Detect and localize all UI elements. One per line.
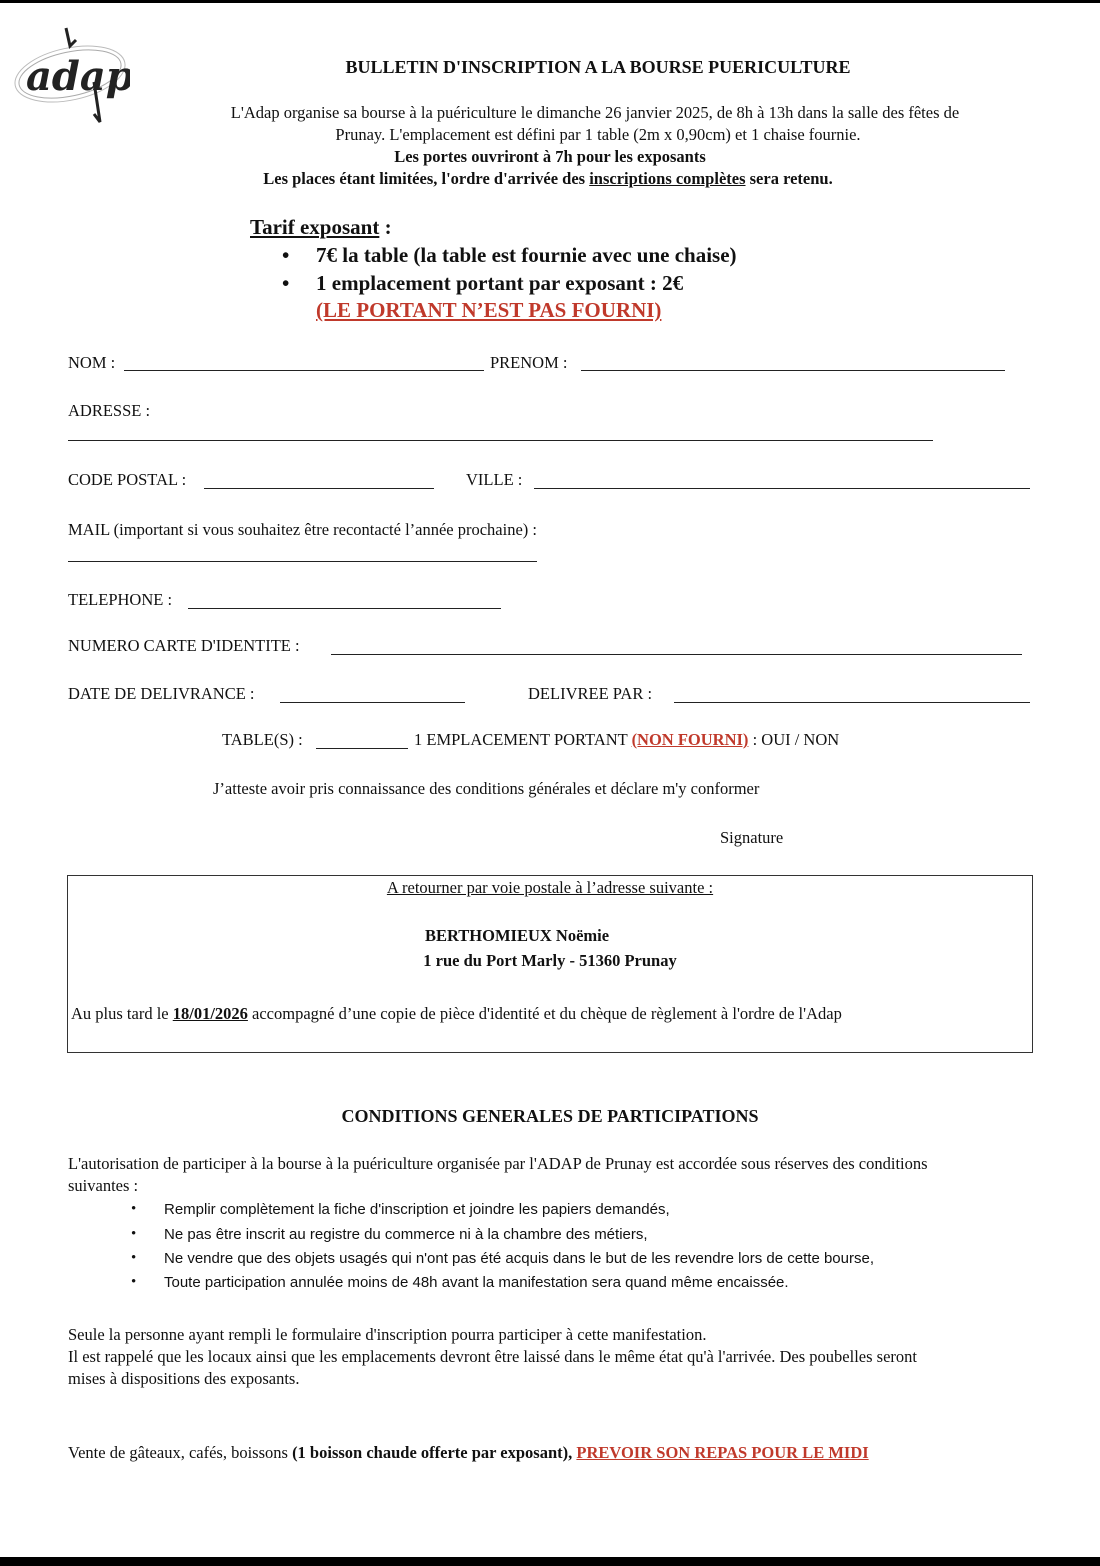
doors-notice: Les portes ouvriront à 7h pour les exposants	[394, 147, 706, 166]
condition-item: Ne vendre que des objets usagés qui n'ont pas été acquis dans le but de les revendre lors de cette bourse,	[164, 1250, 874, 1267]
places-text-a: Les places étant limitées, l'ordre d'arrivée des	[263, 169, 590, 188]
prenom-field[interactable]	[581, 356, 1005, 371]
tarif-bullet-icon: •	[282, 243, 290, 267]
intro-line-1: L'Adap organise sa bourse à la puériculture le dimanche 26 janvier 2025, de 8h à 13h dans la salle des fêtes de	[230, 103, 960, 122]
tarif-heading-colon: :	[379, 215, 392, 239]
tarif-heading-text: Tarif exposant	[250, 215, 380, 239]
rappel-line-1: Il est rappelé que les locaux ainsi que les emplacements devront être laissé dans le même état qu'à l'arrivée. Des poubelles seront	[68, 1347, 917, 1366]
telephone-label: TELEPHONE :	[68, 590, 173, 609]
rappel-line-2: mises à dispositions des exposants.	[68, 1369, 300, 1388]
bullet-icon: •	[131, 1250, 137, 1266]
oui-non-choice[interactable]: : OUI / NON	[748, 730, 840, 749]
deadline-suffix: accompagné d’une copie de pièce d'identité et du chèque de règlement à l'ordre de l'Adap	[247, 1004, 842, 1023]
cni-label: NUMERO CARTE D'IDENTITE :	[68, 636, 300, 655]
bullet-icon: •	[131, 1226, 137, 1242]
date-delivrance-field[interactable]	[280, 688, 465, 703]
attest-statement: J’atteste avoir pris connaissance des conditions générales et déclare m'y conformer	[213, 779, 760, 798]
ville-field[interactable]	[534, 474, 1030, 489]
places-underlined: inscriptions complètes	[589, 169, 746, 188]
telephone-field[interactable]	[188, 594, 501, 609]
tarif-heading	[250, 215, 392, 240]
recipient-address: 1 rue du Port Marly - 51360 Prunay	[423, 951, 677, 970]
ville-label: VILLE :	[466, 470, 523, 489]
condition-item: Ne pas être inscrit au registre du commerce ni à la chambre des métiers,	[164, 1226, 648, 1243]
tables-label: TABLE(S) :	[222, 730, 303, 749]
non-fourni-note: (NON FOURNI)	[631, 730, 749, 749]
bullet-icon: •	[131, 1274, 137, 1290]
delivree-par-label: DELIVREE PAR :	[528, 684, 653, 703]
conditions-title: CONDITIONS GENERALES DE PARTICIPATIONS	[341, 1106, 759, 1126]
mail-field[interactable]	[68, 547, 537, 562]
svg-text:adap: adap	[26, 53, 130, 100]
adresse-field[interactable]	[68, 426, 933, 441]
seule-statement: Seule la personne ayant rempli le formulaire d'inscription pourra participer à cette manifestation.	[68, 1325, 707, 1344]
top-border	[0, 0, 1100, 3]
mail-label: MAIL (important si vous souhaitez être recontacté l’année prochaine) :	[68, 520, 537, 539]
places-text-b: sera retenu.	[745, 169, 833, 188]
recipient-name: BERTHOMIEUX Noëmie	[424, 926, 610, 945]
prenom-label: PRENOM :	[490, 353, 568, 372]
signature-label[interactable]: Signature	[720, 828, 784, 847]
tarif-item: 1 emplacement portant par exposant : 2€	[316, 271, 684, 295]
vente-statement	[68, 1443, 869, 1463]
condition-item: Toute participation annulée moins de 48h avant la manifestation sera quand même encaissée.	[164, 1274, 789, 1291]
code-postal-label: CODE POSTAL :	[68, 470, 187, 489]
date-delivrance-label: DATE DE DELIVRANCE :	[68, 684, 255, 703]
places-notice	[0, 169, 1096, 189]
deadline-text	[71, 1004, 842, 1024]
deadline-prefix: Au plus tard le	[71, 1004, 173, 1023]
deadline-date: 18/01/2026	[172, 1004, 248, 1023]
repas-notice: PREVOIR SON REPAS POUR LE MIDI	[576, 1443, 869, 1462]
tarif-bullet-icon: •	[282, 271, 290, 295]
code-postal-field[interactable]	[204, 474, 434, 489]
condition-item: Remplir complètement la fiche d'inscription et joindre les papiers demandés,	[164, 1201, 670, 1218]
tarif-note: (LE PORTANT N’EST PAS FOURNI)	[316, 298, 662, 322]
bullet-icon: •	[131, 1201, 137, 1217]
conditions-intro-2: suivantes :	[68, 1176, 139, 1195]
vente-text: Vente de gâteaux, cafés, boissons	[68, 1443, 293, 1462]
tables-field[interactable]	[316, 734, 408, 749]
cni-field[interactable]	[331, 640, 1022, 655]
nom-label: NOM :	[68, 353, 116, 372]
portant-label: 1 EMPLACEMENT PORTANT	[414, 730, 628, 749]
adresse-label: ADRESSE :	[68, 401, 151, 420]
conditions-intro-1: L'autorisation de participer à la bourse à la puériculture organisée par l'ADAP de Prunay est accordée sous réserves des conditions	[68, 1154, 928, 1173]
portant-row	[414, 730, 839, 750]
tarif-item: 7€ la table (la table est fournie avec une chaise)	[316, 243, 737, 267]
page-title: BULLETIN D'INSCRIPTION A LA BOURSE PUERICULTURE	[345, 57, 851, 77]
bottom-border	[0, 1557, 1100, 1566]
return-heading: A retourner par voie postale à l’adresse suivante :	[386, 878, 714, 897]
nom-field[interactable]	[124, 356, 484, 371]
boisson-offer: (1 boisson chaude offerte par exposant),	[292, 1443, 573, 1462]
delivree-par-field[interactable]	[674, 688, 1030, 703]
intro-line-2: Prunay. L'emplacement est défini par 1 table (2m x 0,90cm) et 1 chaise fournie.	[335, 125, 861, 144]
